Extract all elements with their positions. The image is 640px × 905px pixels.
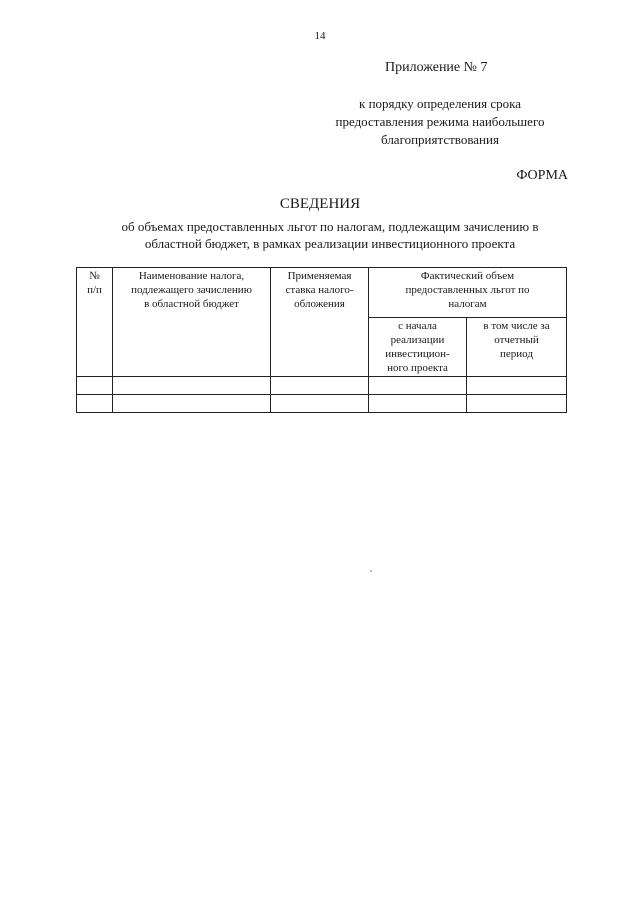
appendix-reference-line: к порядку определения срока [359,96,521,111]
page-number: 14 [314,30,326,42]
table-row [77,395,567,413]
table-cell[interactable] [467,395,567,413]
header-tax-name: Наименование налога, подлежащего зачислению в областной бюджет [113,268,271,377]
header-number: № п/п [77,268,113,377]
table-cell[interactable] [77,395,113,413]
table-cell[interactable] [369,395,467,413]
table-cell[interactable] [271,395,369,413]
table-cell[interactable] [271,377,369,395]
document-subtitle-line: областной бюджет, в рамках реализации инвестиционного проекта [144,236,516,251]
table-cell[interactable] [113,377,271,395]
header-tax-rate: Применяемая ставка налого- обложения [271,268,369,377]
scan-artifact [370,570,372,572]
form-label: ФОРМА [516,168,568,183]
header-reporting-period: в том числе за отчетный период [467,318,567,377]
appendix-title: Приложение № 7 [385,60,488,75]
table-cell[interactable] [467,377,567,395]
appendix-reference [300,95,580,149]
document-subtitle-line: об объемах предоставленных льгот по налогам, подлежащим зачислению в [121,219,539,234]
benefits-table [76,267,567,413]
table-cell[interactable] [113,395,271,413]
table-row [77,377,567,395]
header-since-start: с начала реализации инвестицион- ного проекта [369,318,467,377]
appendix-reference-line: благоприятствования [381,132,499,147]
appendix-reference-line: предоставления режима наибольшего [335,114,545,129]
document-subtitle [70,218,590,252]
table-cell[interactable] [77,377,113,395]
table-cell[interactable] [369,377,467,395]
header-actual-volume: Фактический объем предоставленных льгот по налогам [369,268,567,318]
table-header-row [77,268,567,318]
document-heading: СВЕДЕНИЯ [279,196,361,212]
